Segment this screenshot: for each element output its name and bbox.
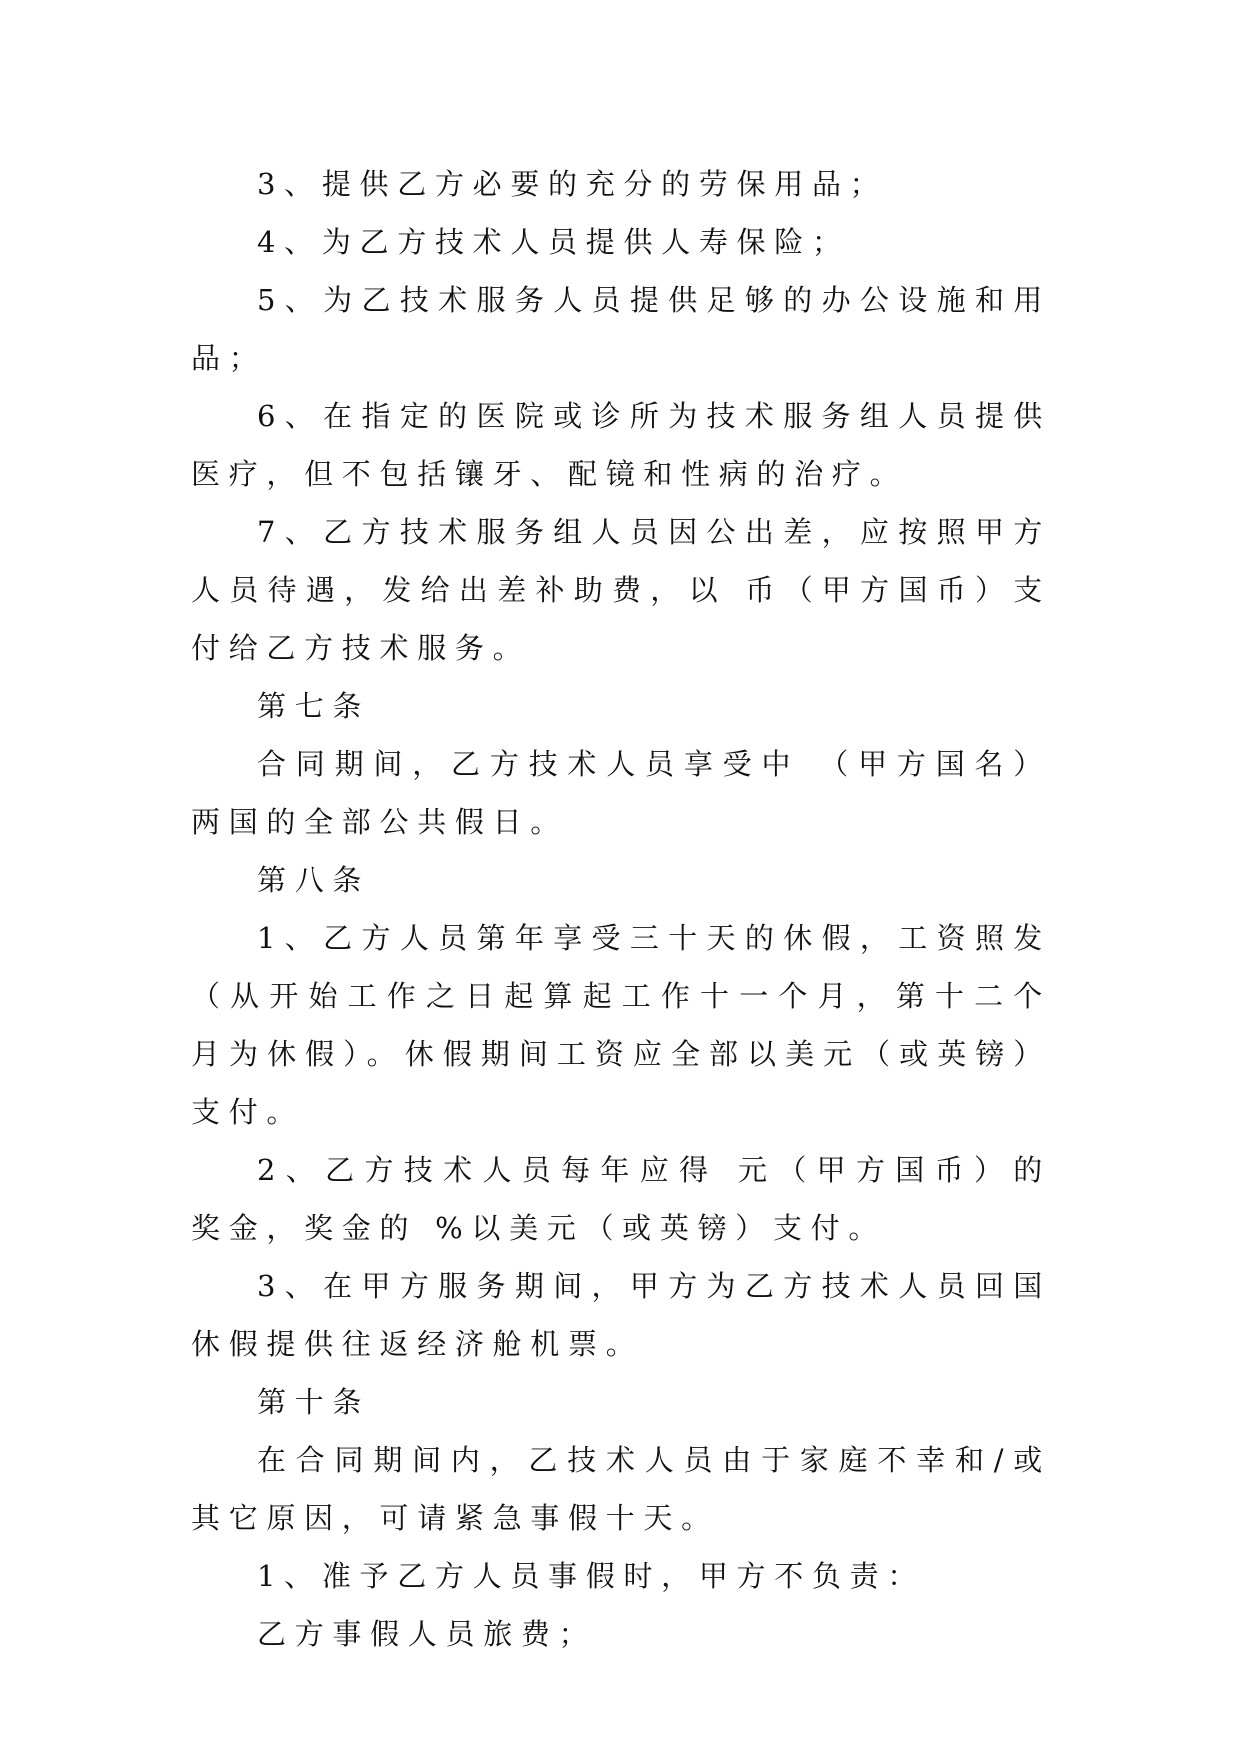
paragraph: 2、乙方技术人员每年应得 元（甲方国币）的奖金，奖金的 %以美元（或英镑）支付。 (191, 1153, 1051, 1245)
paragraph: 在合同期间内，乙技术人员由于家庭不幸和/或其它原因，可请紧急事假十天。 (191, 1443, 1051, 1535)
paragraph: 3、提供乙方必要的充分的劳保用品； (257, 167, 888, 201)
paragraph: 1、乙方人员第年享受三十天的休假，工资照发（从开始工作之日起算起工作十一个月，第十二个月为休假）。休假期间工资应全部以美元（或英镑）支付。 (191, 921, 1051, 1129)
paragraph: 合同期间，乙方技术人员享受中 （甲方国名）两国的全部公共假日。 (191, 747, 1051, 839)
article-heading: 第七条 (257, 689, 371, 723)
paragraph: 1、准予乙方人员事假时，甲方不负责： (257, 1559, 926, 1593)
paragraph: 乙方事假人员旅费； (257, 1617, 597, 1651)
paragraph: 4、为乙方技术人员提供人寿保险； (257, 225, 850, 259)
document-body (191, 155, 1051, 1663)
article-heading: 第十条 (257, 1385, 371, 1419)
paragraph: 5、为乙技术服务人员提供足够的办公设施和用品； (191, 283, 1051, 375)
paragraph: 7、乙方技术服务组人员因公出差，应按照甲方人员待遇，发给出差补助费，以 币（甲方国币）支付给乙方技术服务。 (191, 515, 1051, 665)
article-heading: 第八条 (257, 863, 371, 897)
paragraph: 3、在甲方服务期间，甲方为乙方技术人员回国休假提供往返经济舱机票。 (191, 1269, 1051, 1361)
paragraph: 6、在指定的医院或诊所为技术服务组人员提供医疗，但不包括镶牙、配镜和性病的治疗。 (191, 399, 1051, 491)
